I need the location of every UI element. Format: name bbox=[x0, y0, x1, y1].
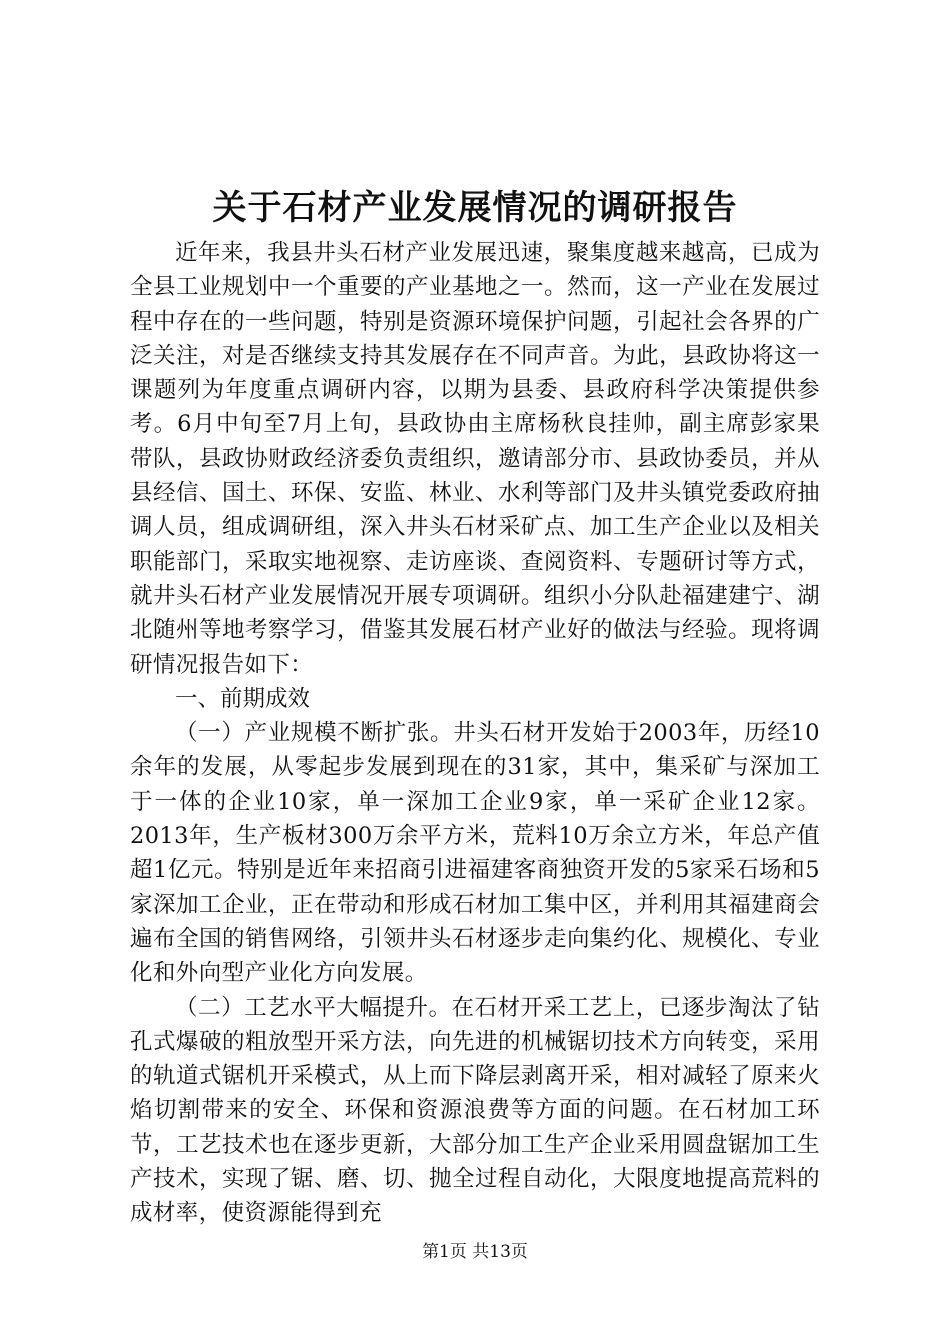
section-heading: 一、前期成效 bbox=[175, 685, 311, 712]
paragraph-intro: 近年来，我县井头石材产业发展迅速，聚集度越来越高，已成为全县工业规划中一个重要的产业基地之一。然而，这一产业在发展过程中存在的一些问题，特别是资源环境保护问题，引起社会各界的广泛关注，对是否继续支持其发展存在不同声音。为此，县政协将这一课题列为年度重点调研内容，以期为县委、县政府科学决策提供参考。6月中旬至7月上旬，县政协由主席杨秋良挂帅，副主席彭家果带队，县政协财政经济委负责组织，邀请部分市、县政协委员，并从县经信、国土、环保、安监、林业、水利等部门及井头镇党委政府抽调人员，组成调研组，深入井头石材采矿点、加工生产企业以及相关职能部门，采取实地视察、走访座谈、查阅资料、专题研讨等方式，就井头石材产业发展情况开展专项调研。组织小分队赴福建建宁、湖北随州等地考察学习，借鉴其发展石材产业好的做法与经验。现将调研情况报告如下： bbox=[130, 240, 820, 678]
paragraph-industry-scale: （一）产业规模不断扩张。井头石材开发始于2003年，历经10余年的发展，从零起步发展到现在的31家，其中，集采矿与深加工于一体的企业10家，单一深加工企业9家，单一采矿企业12家。2013年，生产板材300万余平方米，荒料10万余立方米，年总产值超1亿元。特别是近年来招商引进福建客商独资开发的5家采石场和5家深加工企业，正在带动和形成石材加工集中区，并利用其福建商会遍布全国的销售网络，引领井头石材逐步走向集约化、规模化、专业化和外向型产业化方向发展。 bbox=[130, 720, 820, 987]
paragraph-process-level: （二）工艺水平大幅提升。在石材开采工艺上，已逐步淘汰了钻孔式爆破的粗放型开采方法，向先进的机械锯切技术方向转变，采用的轨道式锯机开采模式，从上而下降层剥离开采，相对减轻了原来火焰切割带来的安全、环保和资源浪费等方面的问题。在石材加工环节，工艺技术也在逐步更新，大部分加工生产企业采用圆盘锯加工生产技术，实现了锯、磨、切、抛全过程自动化，大限度地提高荒料的成材率，使资源能得到充 bbox=[130, 994, 820, 1227]
page-footer: 第1页 共13页 bbox=[422, 1242, 528, 1262]
document-title: 关于石材产业发展情况的调研报告 bbox=[212, 188, 738, 228]
document-body bbox=[130, 236, 820, 1231]
